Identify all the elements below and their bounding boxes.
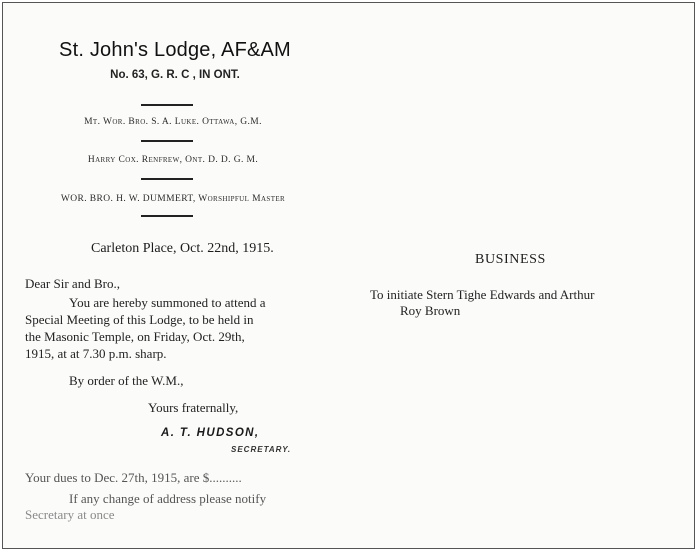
summons-right-page [343, 3, 694, 548]
district-deputy-line: Harry Cox. Renfrew, Ont. D. D. G. M. [87, 155, 259, 165]
closing-line: Yours fraternally, [148, 400, 239, 415]
divider-rule [141, 215, 193, 217]
worshipful-master-line: WOR. BRO. H. W. DUMMERT, Worshipful Master [60, 194, 286, 204]
address-notice-line-1: If any change of address please notify [69, 491, 267, 506]
signer-role: SECRETARY. [231, 445, 292, 454]
lodge-number: No. 63, G. R. C , IN ONT. [110, 69, 240, 81]
grand-master-line: Mt. Wor. Bro. S. A. Luke. Ottawa, G.M. [84, 117, 262, 127]
summons-left-page [3, 3, 343, 548]
summons-line-3: the Masonic Temple, on Friday, Oct. 29th, [25, 329, 245, 344]
business-item-line-2: Roy Brown [400, 303, 461, 318]
divider-rule [141, 178, 193, 180]
signer-name: A. T. HUDSON, [161, 427, 260, 439]
business-item-line-1: To initiate Stern Tighe Edwards and Arthur [370, 287, 595, 302]
salutation: Dear Sir and Bro., [25, 276, 120, 291]
divider-rule [141, 104, 193, 106]
summons-line-2: Special Meeting of this Lodge, to be held in [25, 312, 254, 327]
summons-document [2, 2, 695, 549]
business-item [370, 287, 690, 319]
business-heading: BUSINESS [475, 252, 546, 267]
summons-line-1: You are hereby summoned to attend a [69, 295, 266, 310]
address-notice-line-2: Secretary at once [25, 507, 115, 522]
by-order-line: By order of the W.M., [69, 373, 184, 388]
date-line: Carleton Place, Oct. 22nd, 1915. [91, 241, 274, 256]
dues-line: Your dues to Dec. 27th, 1915, are $.......... [25, 470, 242, 485]
summons-line-4: 1915, at at 7.30 p.m. sharp. [25, 346, 167, 361]
divider-rule [141, 140, 193, 142]
lodge-name: St. John's Lodge, AF&AM [59, 39, 291, 61]
